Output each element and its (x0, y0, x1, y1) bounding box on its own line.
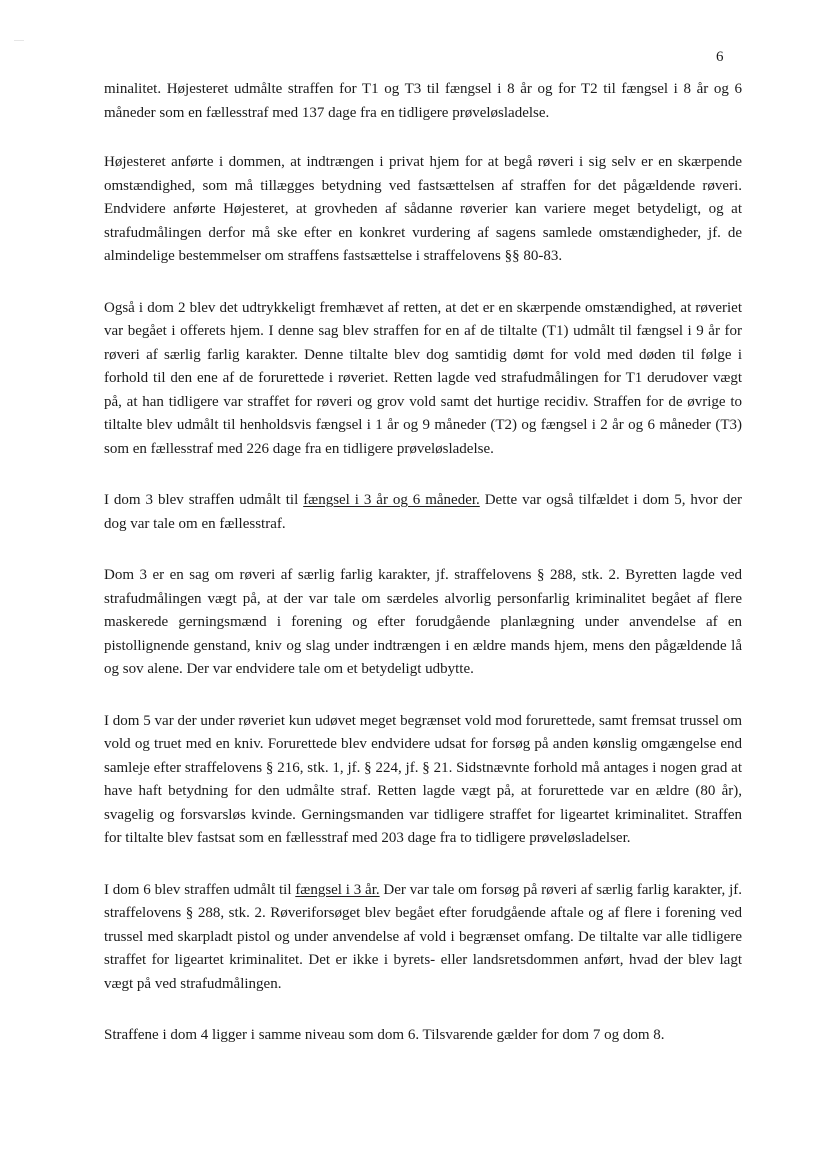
underlined-sentence: fængsel i 3 år og 6 måneder. (303, 492, 480, 508)
paragraph-dom-2: Også i dom 2 blev det udtrykkeligt fremhævet af retten, at det er en skærpende omstændighed, at røveriet var begået i offerets hjem. I denne sag blev straffen for en af de tiltalte (T1) udmålt til fængsel i 9 år for røveri af særlig farlig karakter. Denne tiltalte blev dog samtidig dømt for vold med døden til følge i forhold til den ene af de forurettede i røveriet. Retten lagde ved strafudmålingen for T1 derudover vægt på, at han tidligere var straffet for røveri og grov vold samt det hurtige recidiv. Straffen for de øvrige to tiltalte blev udmålt til henholdsvis fængsel i 1 år og 9 måneder (T2) og fængsel i 2 år og 6 måneder (T3) som en fællesstraf med 226 dage fra en tidligere prøveløsladelse. (104, 299, 742, 457)
page-number: 6 (716, 49, 724, 65)
paragraph-sentence-continuation: minalitet. Højesteret udmålte straffen for T1 og T3 til fængsel i 8 år og for T2 til fængsel i 8 år og 6 måneder som en fællesstraf med 137 dage fra en tidligere prøveløsladelse. (104, 81, 742, 121)
paragraph-dom-4-7-8: Straffene i dom 4 ligger i samme niveau som dom 6. Tilsvarende gælder for dom 7 og dom 8. (104, 1027, 665, 1043)
paragraph-tail-text: Dette var også tilfældet i dom 5, hvor der dog var tale om en fællesstraf. (104, 492, 743, 532)
paragraph-dom-6 (104, 879, 742, 997)
paragraph-hojesteret-reasoning: Højesteret anførte i dommen, at indtrængen i privat hjem for at begå røveri i sig selv er en skærpende omstændighed, som må tillægges betydning ved fastsættelsen af straffen for det pågældende røveri. Endvidere anførte Højesteret, at grovheden af sådanne røverier kan variere meget betydeligt, og at strafudmålingen derfor må ske efter en konkret vurdering af sagens samlede omstændigheder, jf. de almindelige bestemmelser om straffens fastsættelse i straffelovens §§ 80-83. (104, 154, 742, 264)
paragraph-tail-text: Der var tale om forsøg på røveri af særlig farlig karakter, jf. straffelovens § 288, stk. 2. Røveriforsøget blev begået efter forudgående aftale og af flere i forening ved trussel med skarpladt pistol og under anvendelse af vold i begrænset omfang. De tiltalte var alle tidligere straffet for ligeartet kriminalitet. Det er ikke i byrets- eller landsretsdommen anført, hvad der blev lagt vægt på ved strafudmålingen. (104, 881, 743, 992)
paragraph-lead-text: I dom 3 blev straffen udmålt til (104, 492, 304, 508)
underlined-sentence: fængsel i 3 år. (295, 881, 380, 898)
paragraph-dom-3-sentence (104, 489, 742, 536)
paragraph-dom-3-details: Dom 3 er en sag om røveri af særlig farlig karakter, jf. straffelovens § 288, stk. 2. Byretten lagde ved strafudmålingen vægt på, at der var tale om særdeles alvorlig personfarlig kriminalitet begået af flere maskerede gerningsmænd i forening og efter forudgående planlægning under anvendelse af en pistollignende genstand, kniv og slag under indtrængen i en ældre mands hjem, mens den pågældende lå og sov alene. Der var endvidere tale om et betydeligt udbytte. (104, 567, 742, 677)
paragraph-lead-text: I dom 6 blev straffen udmålt til (104, 881, 296, 898)
scan-artifact (14, 40, 24, 41)
document-body (104, 78, 742, 1076)
paragraph-dom-5-details: I dom 5 var der under røveriet kun udøvet meget begrænset vold mod forurettede, samt fremsat trussel om vold og truet med en kniv. Forurettede blev endvidere udsat for forsøg på anden kønslig omgængelse end samleje efter straffelovens § 216, stk. 1, jf. § 224, jf. § 21. Sidstnævnte forhold må antages i nogen grad at have haft betydning for den udmålte straf. Retten lagde vægt på, at forurettede var en ældre (80 år), svagelig og forsvarsløs kvinde. Gerningsmanden var tidligere straffet for ligeartet kriminalitet. Straffen for tiltalte blev fastsat som en fællesstraf med 203 dage fra to tidligere prøveløsladelser. (104, 712, 742, 846)
